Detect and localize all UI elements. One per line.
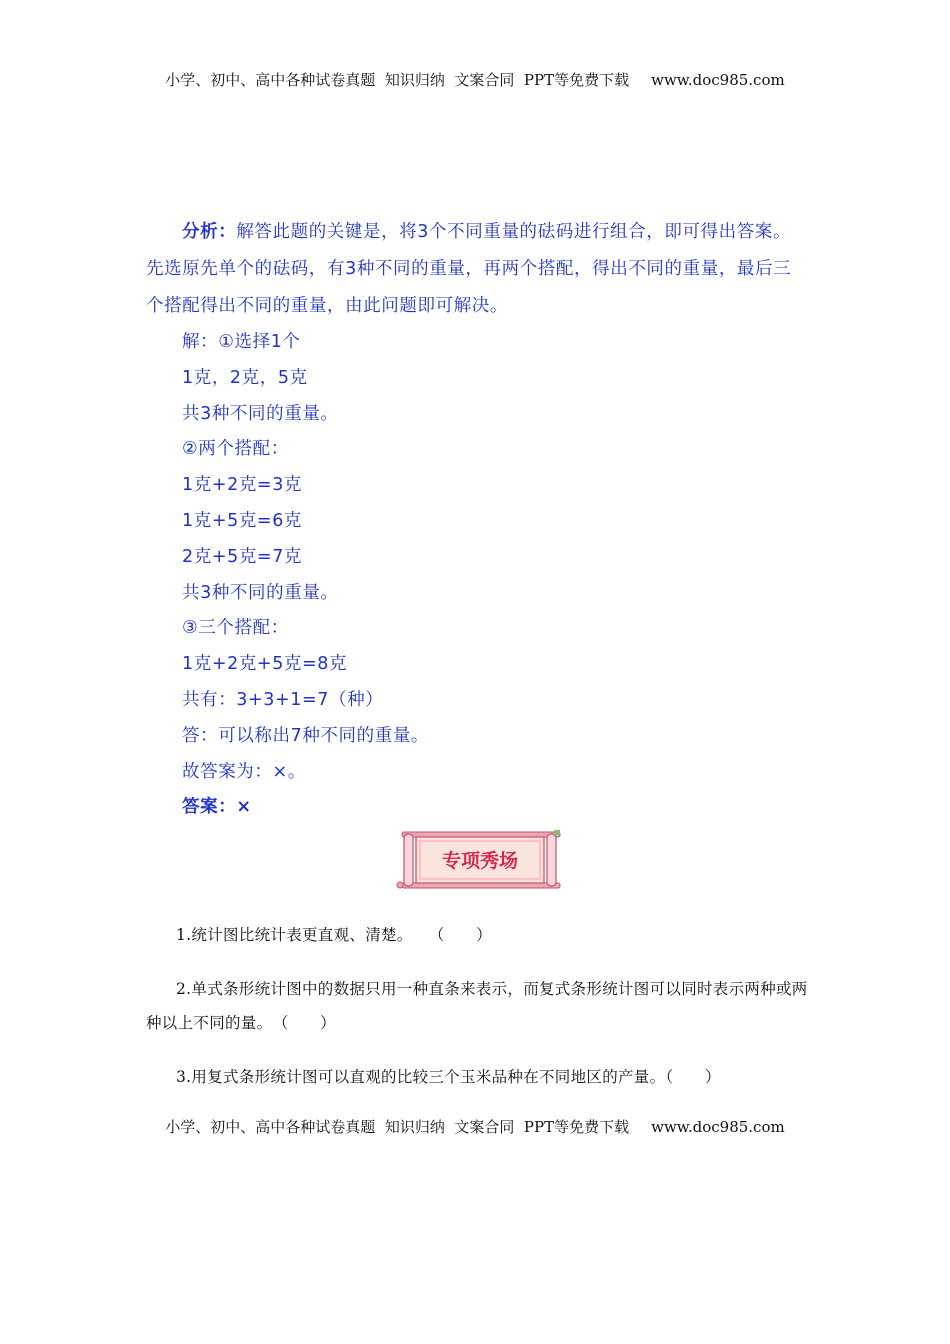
solution-line: 答：可以称出7种不同的重量。 xyxy=(182,725,430,746)
answer-blank[interactable]: （ ） xyxy=(280,1014,336,1032)
answer-line xyxy=(146,790,806,826)
solution-line: 解：①选择1个 xyxy=(182,332,301,352)
solution-line: 1克+5克=6克 xyxy=(182,510,303,531)
solution-line: 故答案为：×。 xyxy=(182,761,306,782)
answer-value: × xyxy=(236,797,252,818)
answer-label: 答案： xyxy=(182,797,237,818)
section-banner xyxy=(394,828,566,892)
banner-title: 专项秀场 xyxy=(441,850,519,872)
analysis-text: 解答此题的关键是，将3个不同重量的砝码进行组合，即可得出答案。先选原先单个的砝码，有3种不同的重量，再两个搭配，得出不同的重量，最后三个搭配得出不同的重量，由此问题即可解决。 xyxy=(146,222,792,316)
footer-url[interactable]: www.doc985.com xyxy=(651,1118,785,1136)
page-header xyxy=(0,69,950,90)
questions-block xyxy=(146,918,816,1094)
header-url[interactable]: www.doc985.com xyxy=(651,71,785,89)
solution-line: 1克，2克，5克 xyxy=(182,367,308,388)
analysis-label: 分析： xyxy=(182,222,237,242)
solution-line: ②两个搭配： xyxy=(182,439,289,460)
answer-blank[interactable]: （ ） xyxy=(436,926,492,944)
solution-line: 1克+2克=3克 xyxy=(182,475,303,496)
solution-line: 共有：3+3+1=7（种） xyxy=(182,689,384,710)
footer-text: 小学、初中、高中各种试卷真题 知识归纳 文案合同 PPT等免费下载 xyxy=(165,1118,630,1136)
solution-line: 共3种不同的重量。 xyxy=(182,403,339,424)
analysis-paragraph xyxy=(146,214,806,325)
header-text: 小学、初中、高中各种试卷真题 知识归纳 文案合同 PPT等免费下载 xyxy=(165,71,630,89)
solution-line: ③三个搭配： xyxy=(182,618,289,639)
question-text: 2.单式条形统计图中的数据只用一种直条来表示，而复式条形统计图可以同时表示两种或两种以上不同的量。 xyxy=(146,980,808,1032)
question-item xyxy=(146,918,816,952)
question-text: 1.统计图比统计表更直观、清楚。 xyxy=(176,926,405,944)
solution-line: 共3种不同的重量。 xyxy=(182,582,339,603)
solution-block xyxy=(146,214,806,826)
question-text: 3.用复式条形统计图可以直观的比较三个玉米品种在不同地区的产量。 xyxy=(176,1068,666,1086)
answer-blank[interactable]: （ ） xyxy=(665,1068,721,1086)
solution-line: 2克+5克=7克 xyxy=(182,546,303,567)
solution-line: 1克+2克+5克=8克 xyxy=(182,654,348,675)
question-item xyxy=(146,972,816,1040)
page-footer xyxy=(0,1116,950,1137)
question-item xyxy=(146,1060,816,1094)
